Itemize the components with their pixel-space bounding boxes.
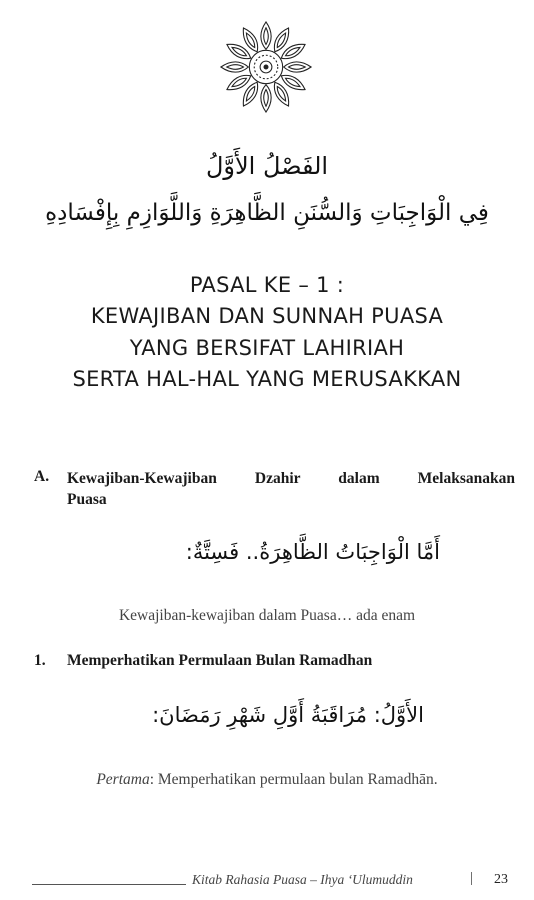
section-a-title-line-1: Kewajiban-Kewajiban Dzahir dalam Melaksanakan xyxy=(67,470,515,487)
translation-text: : Memperhatikan permulaan bulan Ramadhān. xyxy=(149,771,438,788)
section-1-title: Memperhatikan Permulaan Bulan Ramadhan xyxy=(67,652,373,669)
footer-rule xyxy=(32,884,186,885)
section-1-translation xyxy=(0,771,534,789)
chapter-heading-line-3: YANG BERSIFAT LAHIRIAH xyxy=(129,336,405,360)
section-a-marker: A. xyxy=(34,468,50,485)
section-a-title-line-2: Puasa xyxy=(67,491,107,508)
page-number: 23 xyxy=(494,872,508,887)
chapter-heading-line-2: KEWAJIBAN DAN SUNNAH PUASA xyxy=(90,304,444,328)
arabic-chapter-subtitle: فِي الْوَاجِبَاتِ وَالسُّنَنِ الظَّاهِرَةِ وَاللَّوَازِمِ بِإِفْسَادِهِ xyxy=(45,200,489,226)
section-1-marker: 1. xyxy=(34,652,46,669)
translation-italic-label: Pertama xyxy=(96,771,150,788)
section-1-arabic: الأَوَّلُ: مُرَاقَبَةُ أَوَّلِ شَهْرِ رَمَضَانَ: xyxy=(152,703,424,727)
section-a-translation: Kewajiban-kewajiban dalam Puasa… ada enam xyxy=(118,607,416,624)
section-a-arabic: أَمَّا الْوَاجِبَاتُ الظَّاهِرَةُ.. فَسِتَّةٌ: xyxy=(185,540,440,564)
chapter-heading-line-4: SERTA HAL-HAL YANG MERUSAKKAN xyxy=(72,367,462,391)
footer-separator: | xyxy=(470,870,474,886)
chapter-heading-line-1: PASAL KE – 1 : xyxy=(189,273,345,297)
footer-book-title: Kitab Rahasia Puasa – Ihya ‘Ulumuddin xyxy=(192,872,413,887)
floral-mandala-icon xyxy=(217,18,315,116)
arabic-chapter-title: الفَصْلُ الأَوَّلُ xyxy=(205,152,329,180)
